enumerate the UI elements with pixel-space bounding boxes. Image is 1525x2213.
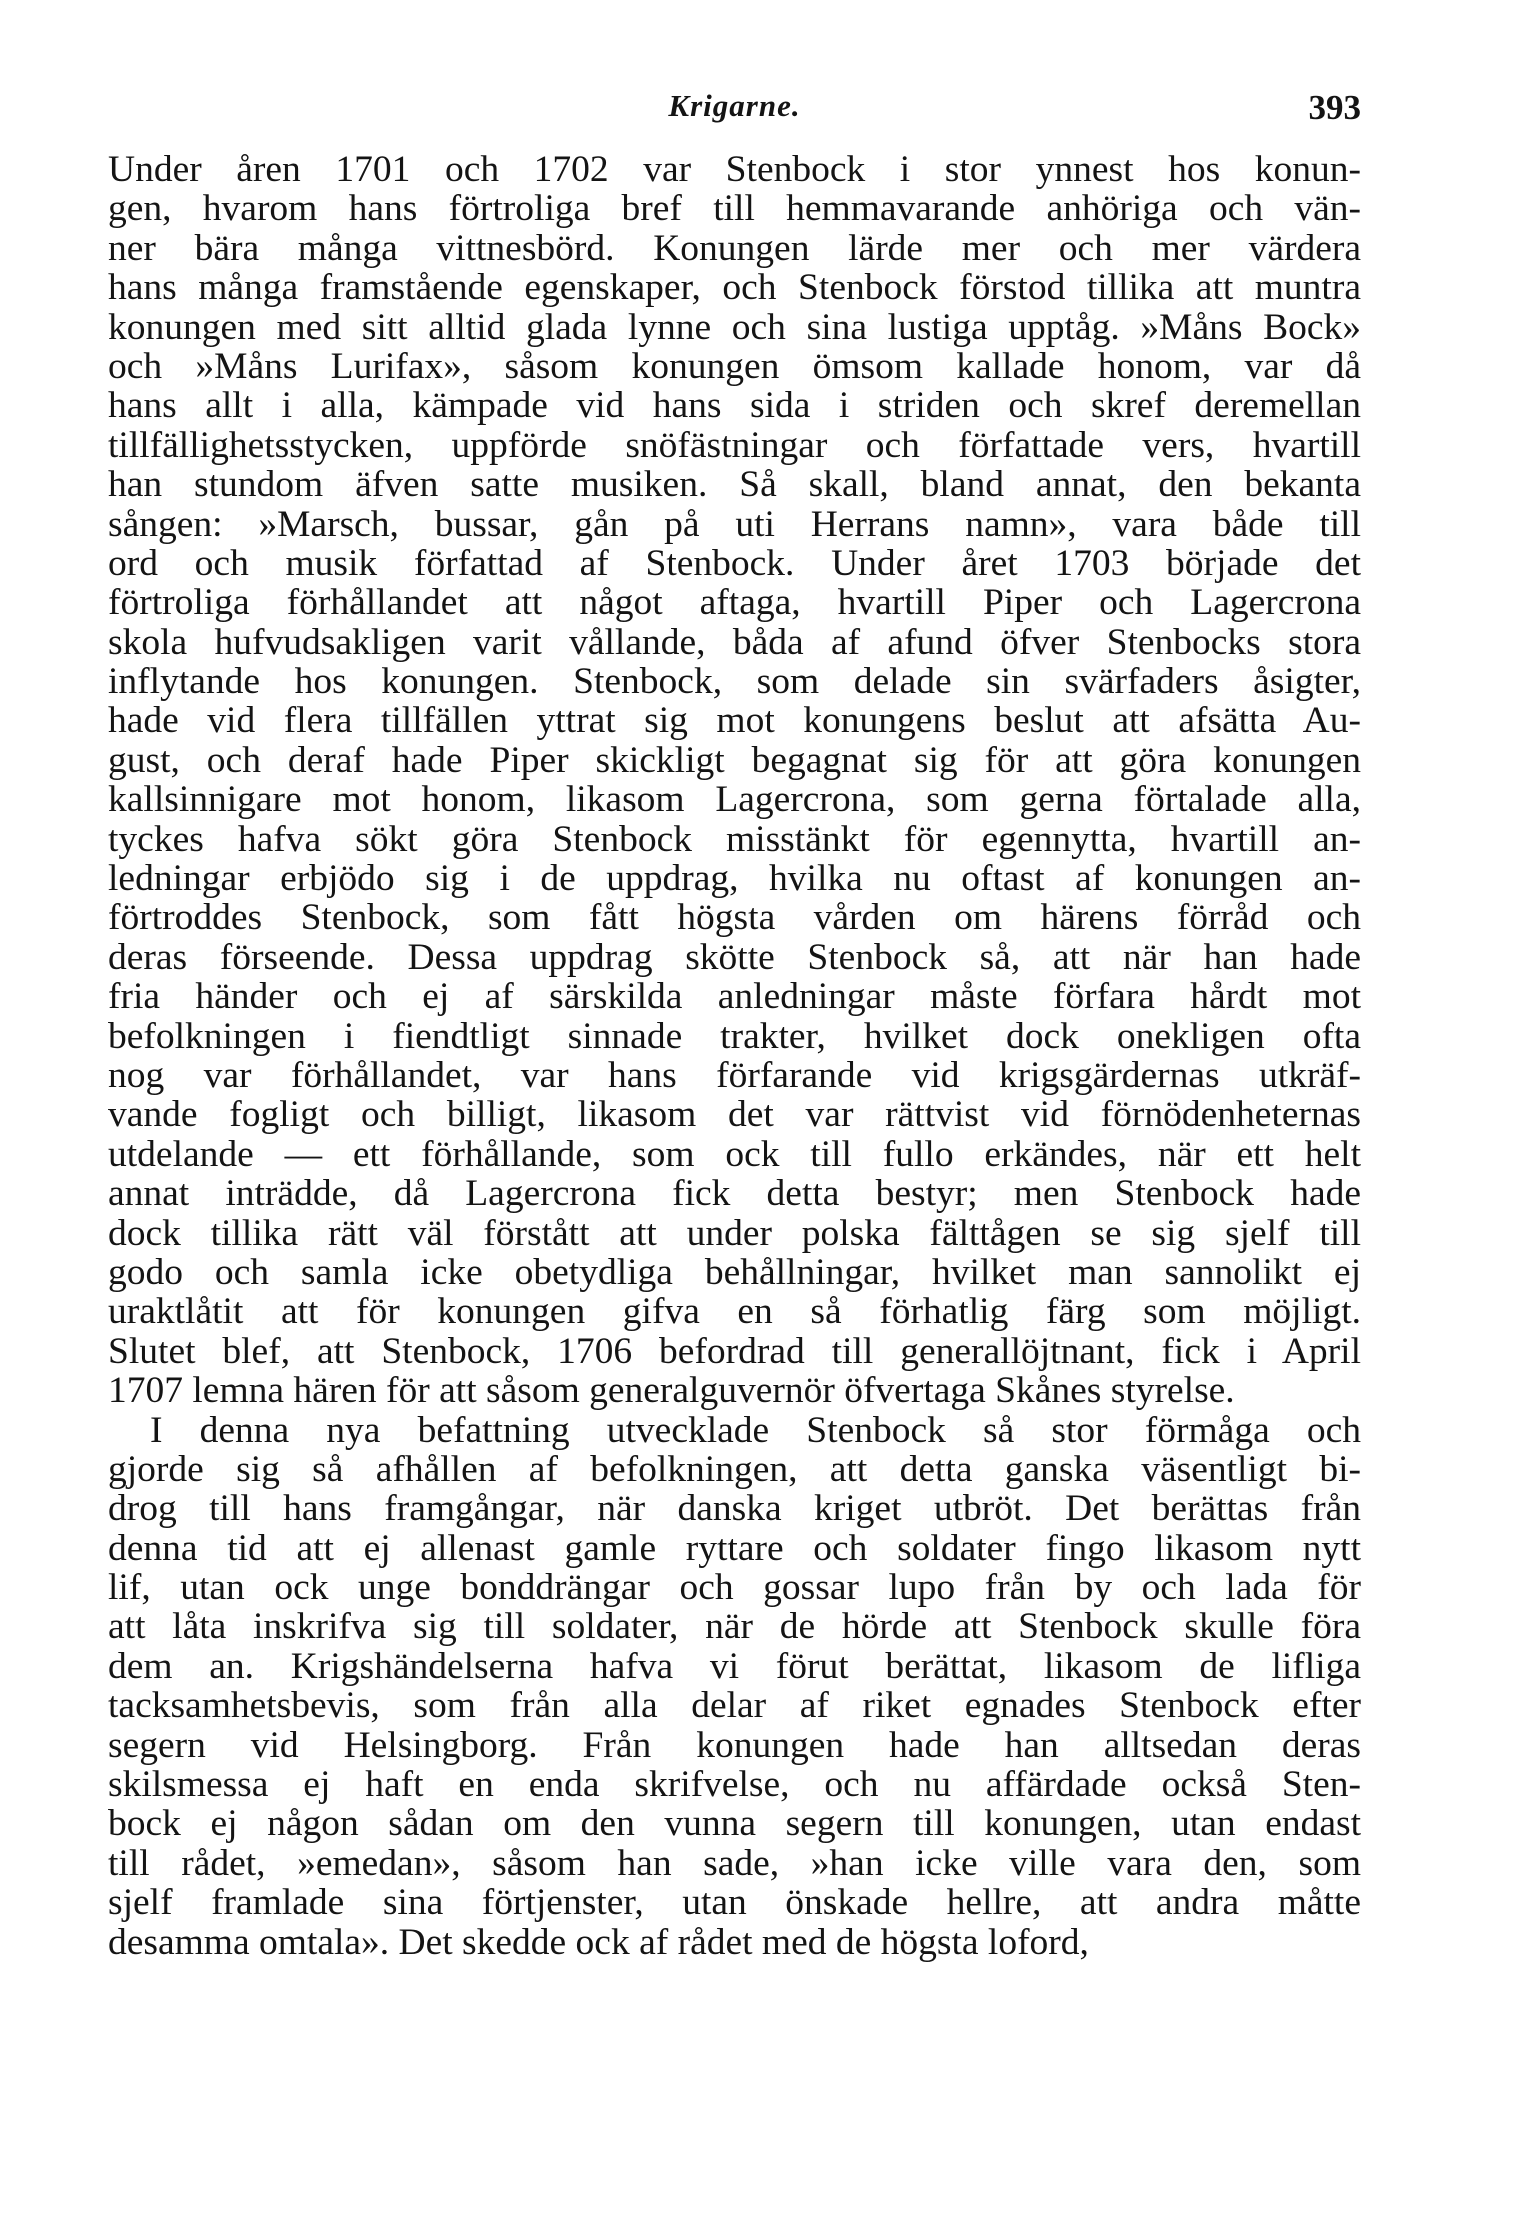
text-line: att låta inskrifva sig till soldater, när de hörde att Stenbock skulle föra <box>108 1606 1361 1648</box>
text-line: denna tid att ej allenast gamle ryttare och soldater fingo likasom nytt <box>108 1527 1361 1569</box>
text-line: annat inträdde, då Lagercrona fick detta bestyr; men Stenbock hade <box>108 1173 1361 1215</box>
page-number: 393 <box>1308 88 1361 127</box>
text-line: sjelf framlade sina förtjenster, utan önskade hellre, att andra måtte <box>108 1882 1361 1924</box>
text-line: hade vid flera tillfällen yttrat sig mot konungens beslut att afsätta Au- <box>108 700 1361 742</box>
text-line: tyckes hafva sökt göra Stenbock misstänkt för egennytta, hvartill an- <box>108 818 1361 860</box>
text-line: gen, hvarom hans förtroliga bref till hemmavarande anhöriga och vän- <box>108 188 1361 230</box>
running-title: Krigarne. <box>668 88 801 123</box>
text-line: skola hufvudsakligen varit vållande, båda af afund öfver Stenbocks stora <box>108 621 1361 663</box>
text-line: befolkningen i fiendtligt sinnade trakter, hvilket dock onekligen ofta <box>108 1015 1361 1057</box>
text-line: till rådet, »emedan», såsom han sade, »han icke ville vara den, som <box>108 1842 1361 1884</box>
paragraph <box>108 1411 1361 1962</box>
text-line: gust, och deraf hade Piper skickligt begagnat sig för att göra konungen <box>108 739 1361 781</box>
text-line: Slutet blef, att Stenbock, 1706 befordrad till generallöjtnant, fick i April <box>108 1330 1361 1372</box>
text-line: skilsmessa ej haft en enda skrifvelse, och nu affärdade också Sten- <box>108 1764 1361 1806</box>
text-line: han stundom äfven satte musiken. Så skall, bland annat, den bekanta <box>108 464 1361 506</box>
text-line: desamma omtala». Det skedde ock af rådet med de högsta loford, <box>108 1921 1089 1963</box>
paragraph <box>108 150 1361 1411</box>
page-header <box>108 88 1361 138</box>
text-line: deras förseende. Dessa uppdrag skötte Stenbock så, att när han hade <box>108 936 1361 978</box>
text-line: hans allt i alla, kämpade vid hans sida i striden och skref deremellan <box>108 385 1361 427</box>
text-line: hans många framstående egenskaper, och Stenbock förstod tillika att muntra <box>108 267 1361 309</box>
text-line: inflytande hos konungen. Stenbock, som delade sin svärfaders åsigter, <box>108 661 1361 703</box>
text-line: vande fogligt och billigt, likasom det var rättvist vid förnödenheternas <box>108 1094 1361 1136</box>
text-line: 1707 lemna hären för att såsom generalguvernör öfvertaga Skånes styrelse. <box>108 1370 1235 1412</box>
text-line: utdelande — ett förhållande, som ock till fullo erkändes, när ett helt <box>108 1133 1361 1175</box>
text-line: och »Måns Lurifax», såsom konungen ömsom kallade honom, var då <box>108 345 1361 387</box>
text-line: godo och samla icke obetydliga behållningar, hvilket man sannolikt ej <box>108 1251 1361 1293</box>
text-line: nog var förhållandet, var hans förfarande vid krigsgärdernas utkräf- <box>108 1054 1361 1096</box>
text-line: ner bära många vittnesbörd. Konungen lärde mer och mer värdera <box>108 227 1361 269</box>
text-line: lif, utan ock unge bonddrängar och gossar lupo från by och lada för <box>108 1567 1361 1609</box>
text-line: drog till hans framgångar, när danska kriget utbröt. Det berättas från <box>108 1488 1361 1530</box>
text-line: bock ej någon sådan om den vunna segern till konungen, utan endast <box>108 1803 1361 1845</box>
text-line: Under åren 1701 och 1702 var Stenbock i stor ynnest hos konun- <box>108 149 1361 190</box>
text-line: I denna nya befattning utvecklade Stenbock så stor förmåga och <box>150 1409 1361 1451</box>
text-line: konungen med sitt alltid glada lynne och sina lustiga upptåg. »Måns Bock» <box>108 306 1361 348</box>
text-line: gjorde sig så afhållen af befolkningen, att detta ganska väsentligt bi- <box>108 1448 1361 1490</box>
text-line: dem an. Krigshändelserna hafva vi förut berättat, likasom de lifliga <box>108 1645 1361 1687</box>
text-line: dock tillika rätt väl förstått att under polska fälttågen se sig sjelf till <box>108 1212 1361 1254</box>
text-line: fria händer och ej af särskilda anledningar måste förfara hårdt mot <box>108 976 1361 1018</box>
text-line: tillfällighetsstycken, uppförde snöfästningar och författade vers, hvartill <box>108 424 1361 466</box>
text-line: förtroliga förhållandet att något aftaga, hvartill Piper och Lagercrona <box>108 582 1361 624</box>
text-line: ledningar erbjödo sig i de uppdrag, hvilka nu oftast af konungen an- <box>108 858 1361 900</box>
body-text <box>108 150 1361 1962</box>
text-line: kallsinnigare mot honom, likasom Lagercrona, som gerna förtalade alla, <box>108 779 1361 821</box>
text-line: förtroddes Stenbock, som fått högsta vården om härens förråd och <box>108 897 1361 939</box>
text-line: uraktlåtit att för konungen gifva en så förhatlig färg som möjligt. <box>108 1291 1361 1333</box>
text-line: tacksamhetsbevis, som från alla delar af riket egnades Stenbock efter <box>108 1685 1361 1727</box>
text-line: ord och musik författad af Stenbock. Under året 1703 började det <box>108 542 1361 584</box>
text-line: sången: »Marsch, bussar, gån på uti Herrans namn», vara både till <box>108 503 1361 545</box>
text-line: segern vid Helsingborg. Från konungen hade han alltsedan deras <box>108 1724 1361 1766</box>
